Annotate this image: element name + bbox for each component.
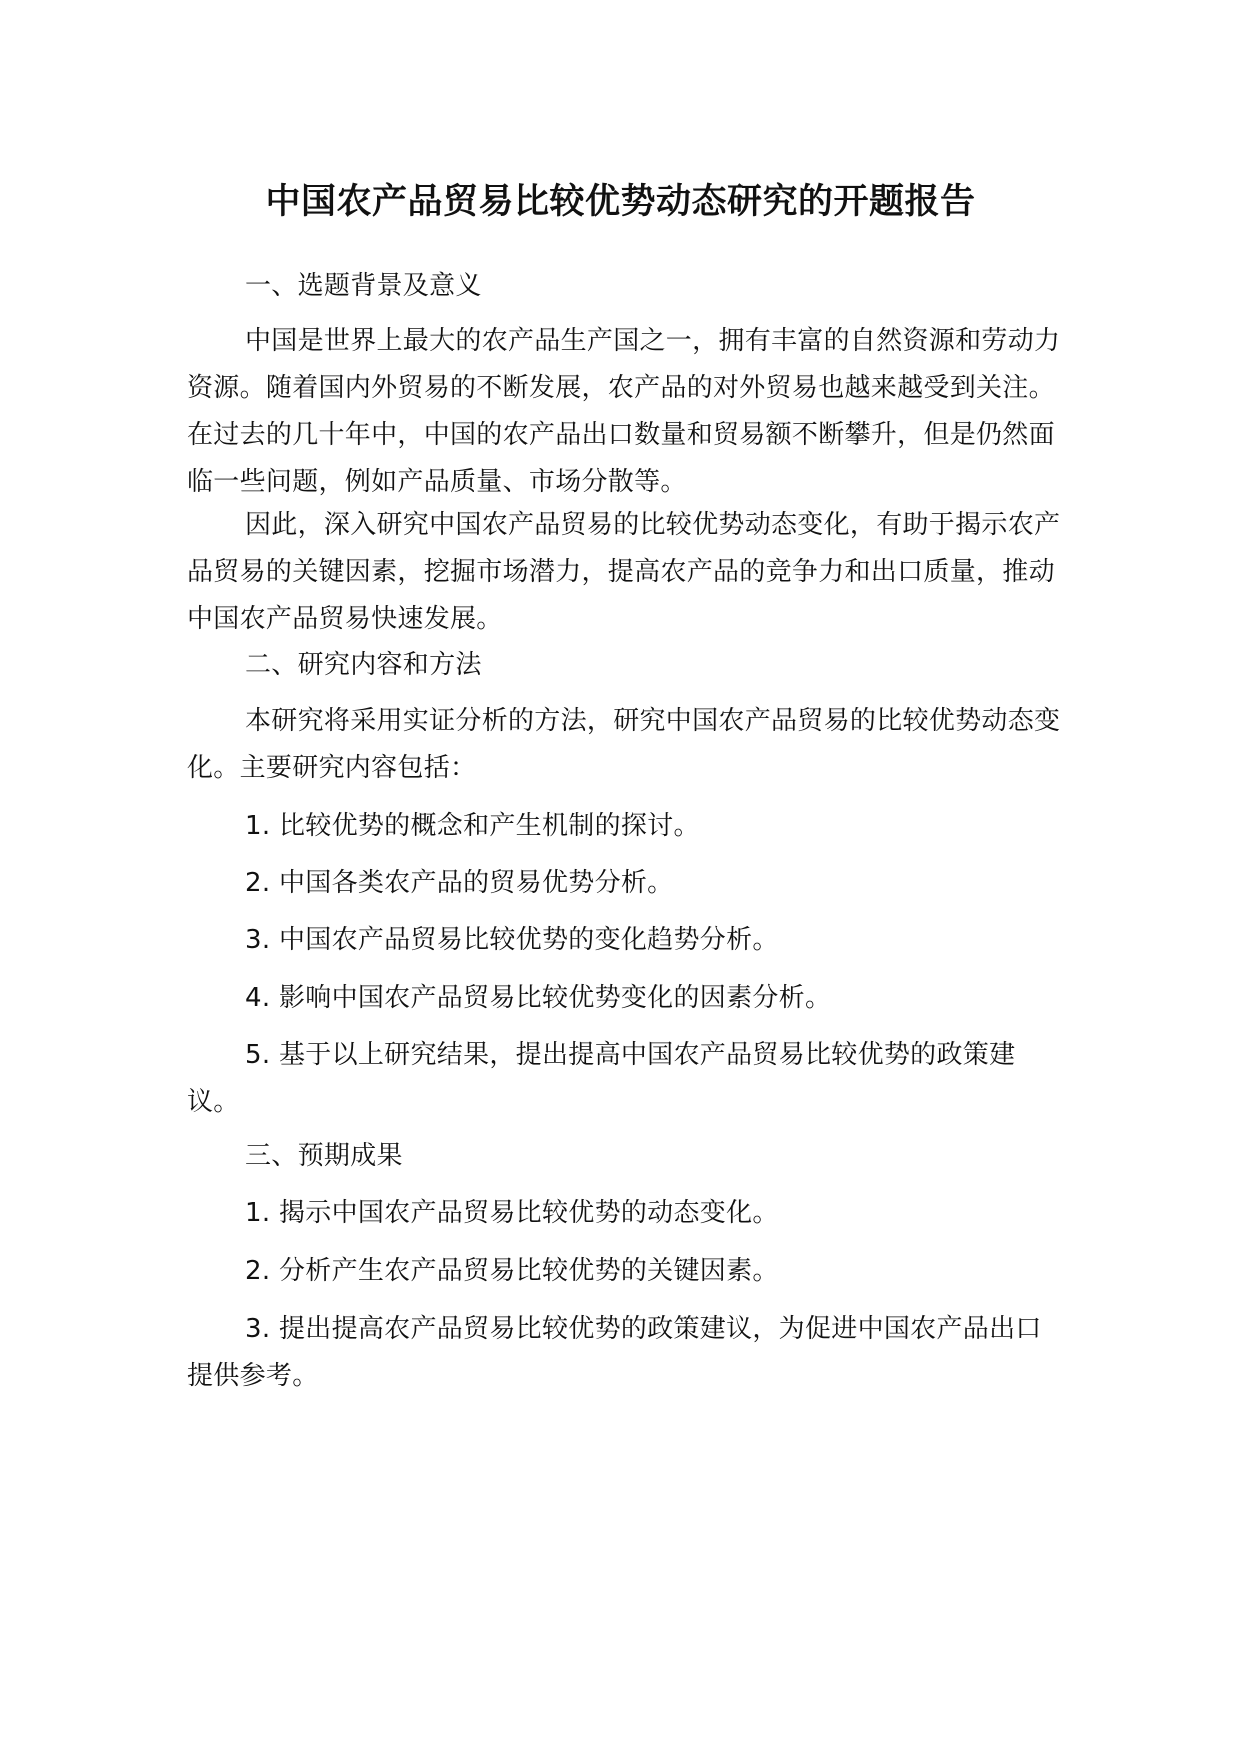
section-heading-background: 一、选题背景及意义 [245,271,482,301]
paragraph-background-2: 因此，深入研究中国农产品贸易的比较优势动态变化，有助于揭示农产品贸易的关键因素，挖掘市场潜力，提高农产品的竞争力和出口质量，推动中国农产品贸易快速发展。 [187,510,1061,634]
list-item-outcomes-3: 3. 提出提高农产品贸易比较优势的政策建议，为促进中国农产品出口提供参考。 [187,1314,1042,1391]
section-heading-methods: 二、研究内容和方法 [245,650,482,680]
list-item-outcomes-1: 1. 揭示中国农产品贸易比较优势的动态变化。 [245,1198,779,1228]
paragraph-background-1: 中国是世界上最大的农产品生产国之一，拥有丰富的自然资源和劳动力资源。随着国内外贸易的不断发展，农产品的对外贸易也越来越受到关注。在过去的几十年中，中国的农产品出口数量和贸易额不断攀升，但是仍然面临一些问题，例如产品质量、市场分散等。 [187,326,1061,497]
section-heading-outcomes: 三、预期成果 [245,1141,403,1171]
list-item-methods-5: 5. 基于以上研究结果，提出提高中国农产品贸易比较优势的政策建议。 [187,1040,1016,1117]
list-item-methods-4: 4. 影响中国农产品贸易比较优势变化的因素分析。 [245,983,832,1013]
document-title: 中国农产品贸易比较优势动态研究的开题报告 [265,182,976,222]
paragraph-methods-intro: 本研究将采用实证分析的方法，研究中国农产品贸易的比较优势动态变化。主要研究内容包括： [187,706,1061,783]
list-item-methods-2: 2. 中国各类农产品的贸易优势分析。 [245,868,674,898]
list-item-methods-3: 3. 中国农产品贸易比较优势的变化趋势分析。 [245,925,779,955]
list-item-outcomes-2: 2. 分析产生农产品贸易比较优势的关键因素。 [245,1256,779,1286]
list-item-methods-1: 1. 比较优势的概念和产生机制的探讨。 [245,811,700,841]
